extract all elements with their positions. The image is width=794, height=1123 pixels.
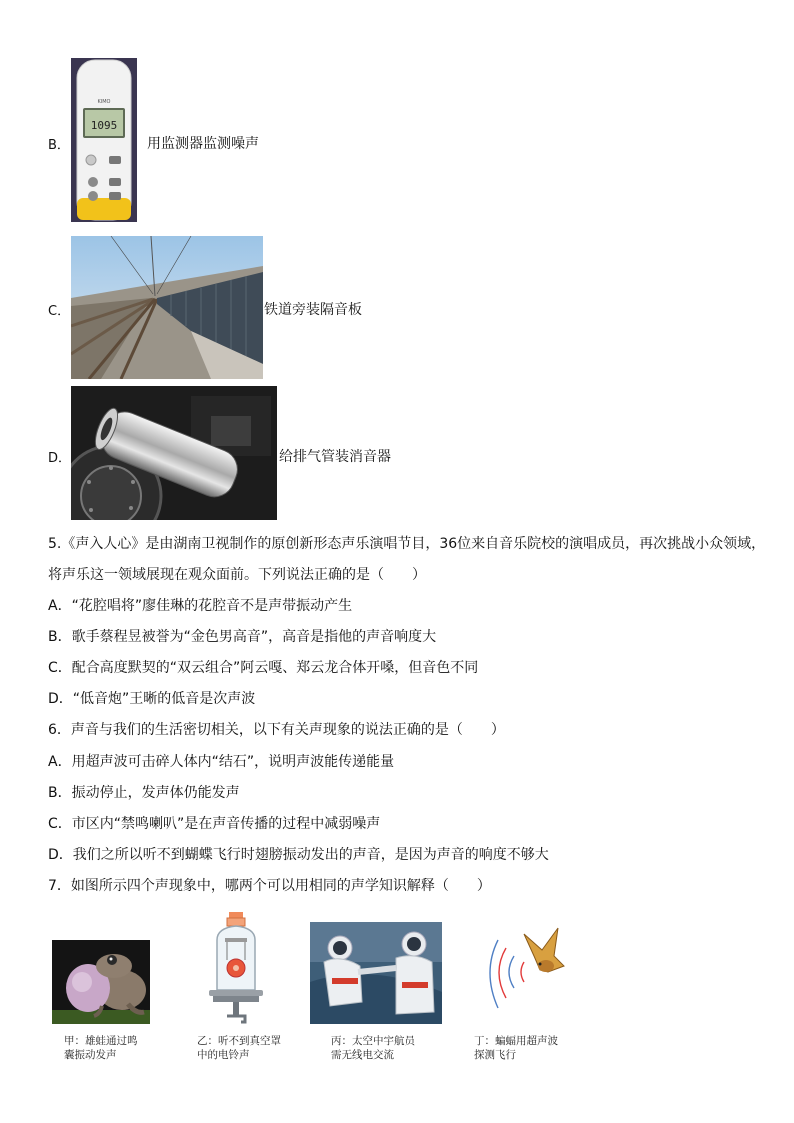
option-c-text: 铁道旁装隔音板: [264, 302, 362, 318]
q5-stem-line2: 将声乐这一领域展现在观众面前。下列说法正确的是（ ）: [48, 567, 426, 583]
frog-image: [52, 940, 150, 1024]
bat-ultrasound-image: [484, 926, 572, 1022]
astronauts-image: [310, 922, 442, 1024]
option-b-letter: B．: [48, 138, 70, 153]
q6-option-b: B．振动停止，发声体仍能发声: [48, 785, 240, 801]
q6-option-c: C．市区内“禁鸣喇叭”是在声音传播的过程中减弱噪声: [48, 816, 381, 832]
q5-option-d: D．“低音炮”王晰的低音是次声波: [48, 691, 256, 707]
sound-level-meter-image: [71, 58, 137, 222]
q5-option-b: B．歌手蔡程昱被誉为“金色男高音”，高音是指他的声音响度大: [48, 629, 437, 645]
figure-jia-caption-line1: 甲：雄蛙通过鸣: [64, 1035, 138, 1047]
option-d-letter: D．: [48, 451, 72, 466]
q5-option-a: A．“花腔唱将”廖佳琳的花腔音不是声带振动产生: [48, 598, 353, 614]
figure-jia-caption-line2: 囊振动发声: [64, 1049, 117, 1061]
option-b-text: 用监测器监测噪声: [147, 136, 259, 152]
q7-stem: 7．如图所示四个声现象中，哪两个可以用相同的声学知识解释（ ）: [48, 878, 491, 894]
meter-display: 1095: [90, 119, 118, 132]
figure-ding-caption-line2: 探测飞行: [474, 1049, 516, 1061]
figure-bing-caption-line2: 需无线电交流: [331, 1049, 394, 1061]
figure-ding-caption-line1: 丁：蝙蝠用超声波: [474, 1035, 558, 1047]
figure-yi-caption-line1: 乙：听不到真空罩: [197, 1035, 281, 1047]
option-c-letter: C．: [48, 304, 71, 319]
q6-option-d: D．我们之所以听不到蝴蝶飞行时翅膀振动发出的声音，是因为声音的响度不够大: [48, 847, 549, 863]
figure-bing-caption-line1: 丙：太空中宇航员: [331, 1035, 415, 1047]
figure-yi-caption-line2: 中的电铃声: [197, 1049, 250, 1061]
q5-option-c: C．配合高度默契的“双云组合”阿云嘎、郑云龙合体开嗓，但音色不同: [48, 660, 479, 676]
exhaust-muffler-image: [71, 386, 277, 520]
q6-option-a: A．用超声波可击碎人体内“结石”，说明声波能传递能量: [48, 754, 395, 770]
railway-sound-barrier-image: [71, 236, 263, 379]
q6-stem: 6．声音与我们的生活密切相关，以下有关声现象的说法正确的是（ ）: [48, 722, 505, 738]
meter-brand: KIMO: [97, 99, 111, 105]
q5-stem-line1: 5.《声入人心》是由湖南卫视制作的原创新形态声乐演唱节目，36位来自音乐院校的演唱成员，再次挑战小众领域，: [48, 536, 766, 552]
option-d-text: 给排气管装消音器: [279, 449, 391, 465]
vacuum-bell-jar-image: [205, 912, 267, 1030]
